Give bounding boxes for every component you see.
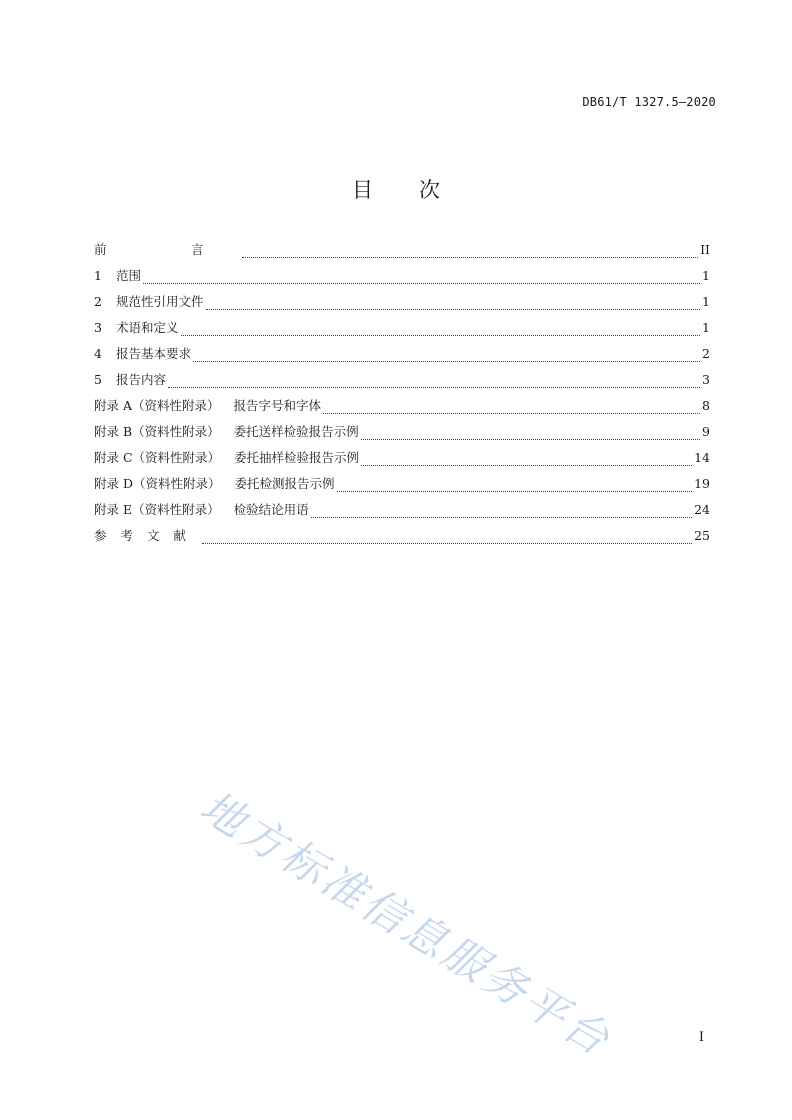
appendix-prefix: 附录 B（资料性附录） <box>94 424 220 439</box>
toc-entry-basic-requirements[interactable] <box>94 344 710 370</box>
dot-leader <box>361 464 692 466</box>
toc-entry-page: 1 <box>702 320 710 335</box>
toc-entry-label: 参考文献 <box>94 528 201 543</box>
toc-entry-normative-references[interactable] <box>94 292 710 318</box>
dot-leader <box>311 516 692 518</box>
dot-leader <box>361 438 700 440</box>
toc-entry-label: 前 言 <box>94 242 240 257</box>
appendix-title: 委托抽样检验报告示例 <box>234 450 360 465</box>
toc-entry-number: 5 <box>94 372 102 387</box>
toc-entry-page: 25 <box>694 528 710 543</box>
dot-leader <box>168 386 700 388</box>
watermark-text: 地方标准信息服务平台 <box>191 782 620 1067</box>
toc-appendix-d[interactable] <box>94 474 710 500</box>
toc-appendix-b[interactable] <box>94 422 710 448</box>
toc-appendix-a[interactable] <box>94 396 710 422</box>
appendix-title: 委托送样检验报告示例 <box>233 424 359 439</box>
toc-entry-page: 19 <box>694 476 710 491</box>
toc-entry-page: 14 <box>694 450 710 465</box>
toc-entry-label: 术语和定义 <box>116 320 179 335</box>
document-code: DB61/T 1327.5—2020 <box>582 95 716 109</box>
toc-entry-page: 2 <box>702 346 710 361</box>
toc-entry-page: 3 <box>702 372 710 387</box>
toc-entry-label: 范围 <box>116 268 142 283</box>
appendix-prefix: 附录 C（资料性附录） <box>94 450 221 465</box>
appendix-title: 委托检测报告示例 <box>234 476 335 491</box>
toc-entry-scope[interactable] <box>94 266 710 292</box>
toc-entry-page: II <box>700 242 710 257</box>
appendix-prefix: 附录 A（资料性附录） <box>94 398 220 413</box>
toc-entry-label: 规范性引用文件 <box>116 294 204 309</box>
dot-leader <box>181 334 701 336</box>
toc-entry-terms-definitions[interactable] <box>94 318 710 344</box>
dot-leader <box>193 360 700 362</box>
appendix-title: 报告字号和字体 <box>233 398 322 413</box>
dot-leader <box>143 282 700 284</box>
appendix-prefix: 附录 D（资料性附录） <box>94 476 221 491</box>
dot-leader <box>323 412 700 414</box>
toc-entry-label: 报告基本要求 <box>116 346 192 361</box>
toc-entry-page: 9 <box>702 424 710 439</box>
toc-entry-number: 2 <box>94 294 102 309</box>
toc-entry-number: 4 <box>94 346 102 361</box>
table-of-contents <box>94 240 710 552</box>
appendix-title: 检验结论用语 <box>233 502 309 517</box>
toc-entry-label: 报告内容 <box>116 372 167 387</box>
dot-leader <box>337 490 693 492</box>
toc-entry-report-content[interactable] <box>94 370 710 396</box>
toc-entry-page: 8 <box>702 398 710 413</box>
toc-appendix-e[interactable] <box>94 500 710 526</box>
page-number: I <box>698 1030 704 1045</box>
toc-title <box>0 174 792 204</box>
dot-leader <box>202 542 692 544</box>
dot-leader <box>206 308 701 310</box>
toc-title-part2: 次 <box>419 178 440 202</box>
toc-entry-references[interactable] <box>94 526 710 552</box>
toc-entry-page: 24 <box>694 502 710 517</box>
toc-appendix-c[interactable] <box>94 448 710 474</box>
dot-leader <box>242 256 699 258</box>
toc-entry-number: 3 <box>94 320 102 335</box>
toc-entry-page: 1 <box>702 294 710 309</box>
toc-entry-foreword[interactable] <box>94 240 710 266</box>
appendix-prefix: 附录 E（资料性附录） <box>94 502 220 517</box>
toc-entry-number: 1 <box>94 268 102 283</box>
toc-title-part1: 目 <box>352 178 373 202</box>
toc-entry-page: 1 <box>702 268 710 283</box>
